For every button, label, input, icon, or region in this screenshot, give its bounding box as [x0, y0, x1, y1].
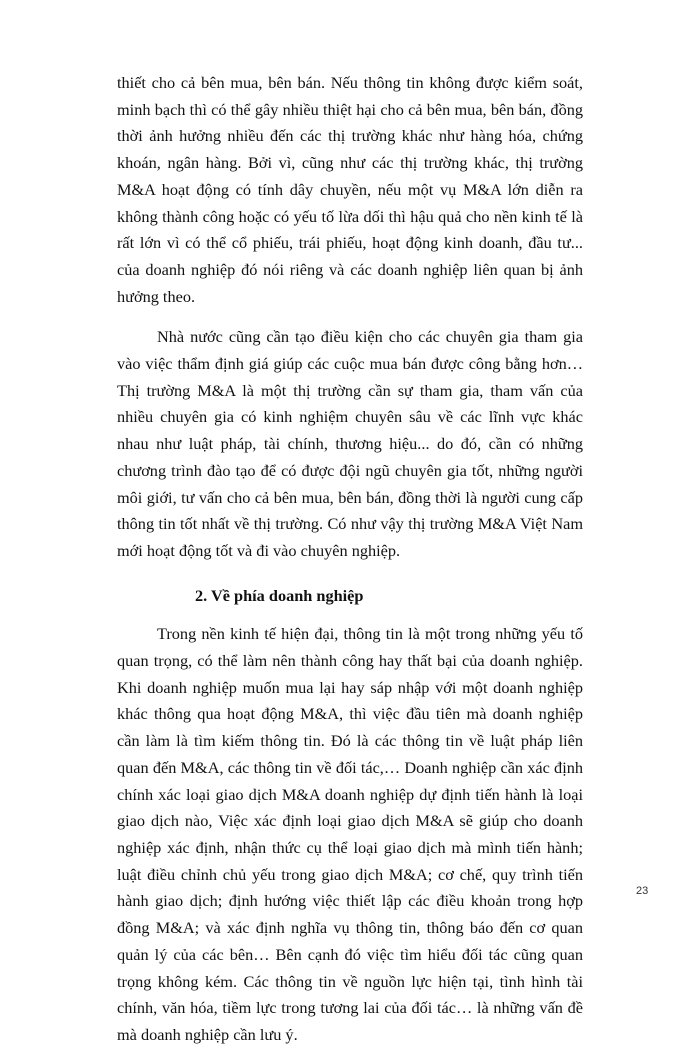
paragraph-continued: thiết cho cả bên mua, bên bán. Nếu thông tin không được kiểm soát, minh bạch thì có thể gây nhiều thiệt hại cho cả bên mua, bên bán, đồng thời ảnh hưởng nhiều đến các thị trường khác như hàng hóa, chứng khoán, ngân hàng. Bởi vì, cũng như các thị trường khác, thị trường M&A hoạt động có tính dây chuyền, nếu một vụ M&A lớn diễn ra không thành công hoặc có yếu tố lừa dối thì hậu quả cho nền kinh tế là rất lớn vì có thể cổ phiếu, trái phiếu, hoạt động kinh doanh, đầu tư... của doanh nghiệp đó nói riêng và các doanh nghiệp liên quan bị ảnh hưởng theo. — [117, 73, 583, 306]
paragraph-business-information: Trong nền kinh tế hiện đại, thông tin là một trong những yếu tố quan trọng, có thể làm nên thành công hay thất bại của doanh nghiệp. Khi doanh nghiệp muốn mua lại hay sáp nhập với một doanh nghiệp khác thông qua hoạt động M&A, thì việc đầu tiên mà doanh nghiệp cần làm là tìm kiếm thông tin. Đó là các thông tin về luật pháp liên quan đến M&A, các thông tin về đối tác,… Doanh nghiệp cần xác định chính xác loại giao dịch M&A doanh nghiệp dự định tiến hành là loại giao dịch nào, Việc xác định loại giao dịch M&A sẽ giúp cho doanh nghiệp xác định, nhận thức cụ thể loại giao dịch mà mình tiến hành; luật điều chỉnh chủ yếu trong giao dịch M&A; cơ chế, quy trình tiến hành giao dịch; định hướng việc thiết lập các điều khoản trong hợp đồng M&A; và xác định nghĩa vụ thông tin, thông báo đến cơ quan quản lý của các bên… Bên cạnh đó việc tìm hiểu đối tác cũng quan trọng không kém. Các thông tin về nguồn lực hiện tại, tình hình tài chính, văn hóa, tiềm lực trong tương lai của đối tác… là những vấn đề mà doanh nghiệp cần lưu ý. — [117, 624, 583, 1044]
paragraph-state-experts: Nhà nước cũng cần tạo điều kiện cho các chuyên gia tham gia vào việc thẩm định giá giúp các cuộc mua bán được công bằng hơn… Thị trường M&A là một thị trường cần sự tham gia, tham vấn của nhiều chuyên gia có kinh nghiệm chuyên sâu về các lĩnh vực khác nhau như luật pháp, tài chính, thương hiệu... do đó, cần có những chương trình đào tạo để có được đội ngũ chuyên gia tốt, những người môi giới, tư vấn cho cả bên mua, bên bán, đồng thời là người cung cấp thông tin tốt nhất về thị trường. Có như vậy thị trường M&A Việt Nam mới hoạt động tốt và đi vào chuyên nghiệp. — [117, 327, 583, 560]
section-heading: 2. Về phía doanh nghiệp — [195, 585, 364, 605]
body-text — [117, 70, 583, 1049]
page-number: 23 — [636, 885, 649, 897]
